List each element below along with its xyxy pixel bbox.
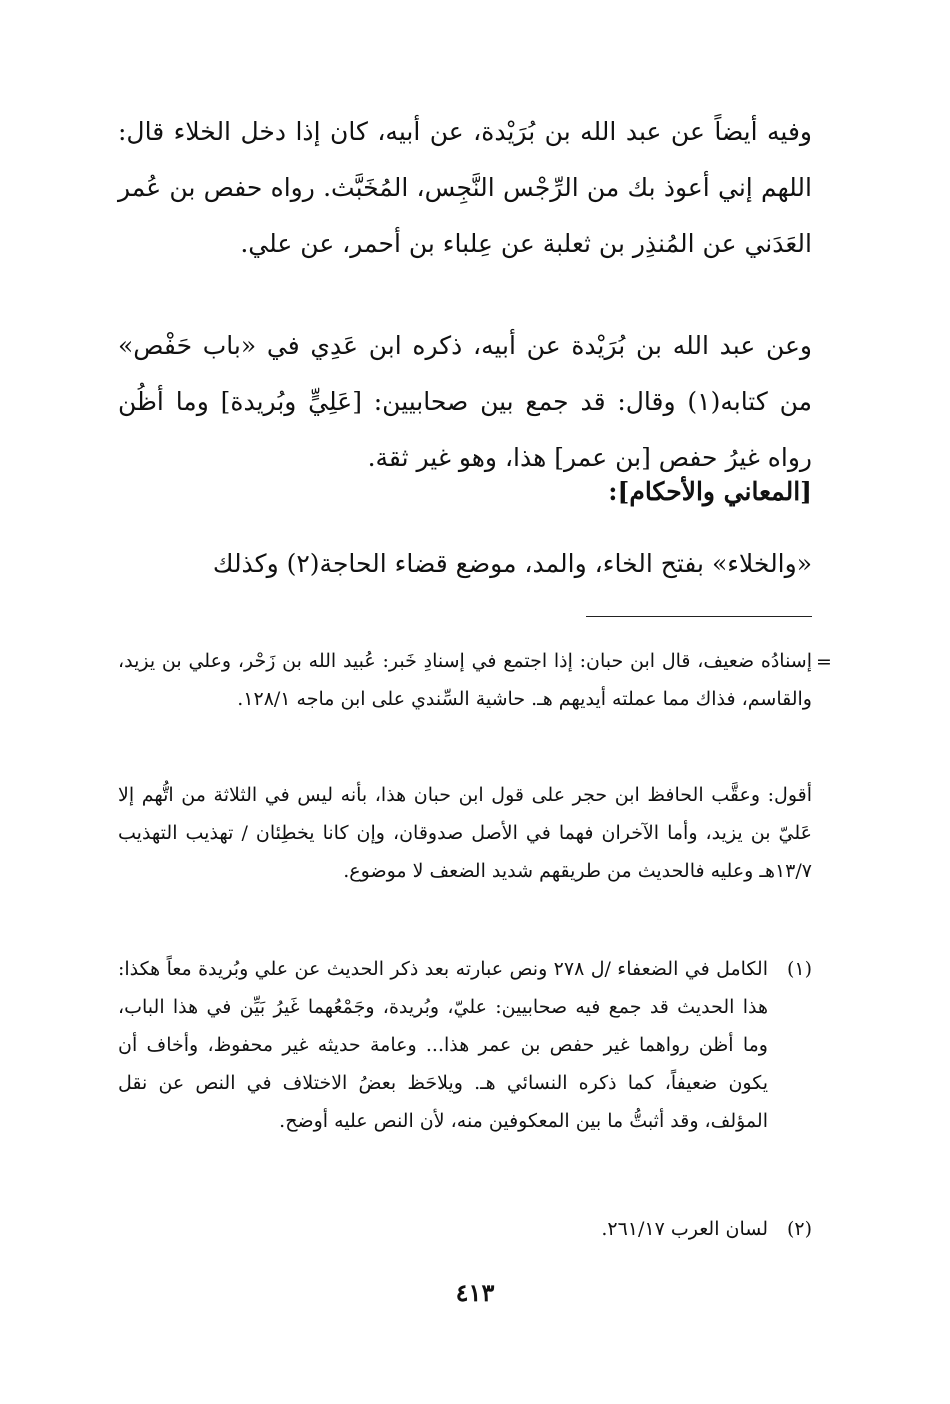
- footnote-aqul-paragraph: أقول: وعقَّب الحافظ ابن حجر على قول ابن حبان هذا، بأنه ليس في الثلاثة من اتُّهم إلا عَليّ بن يزيد، وأما الآخران فهما في الأصل صدوقان، وإن كانا يخطِئان / تهذيب التهذيب ١٣/٧هـ وعليه فالحديث من طريقهم شديد الضعف لا موضوع.: [118, 784, 812, 882]
- paragraph-ibn-adi: وعن عبد الله بن بُرَيْدة عن أبيه، ذكره ابن عَدِي في «باب حَفْص» من كتابه(١) وقال: قد جمع بين صحابيين: [عَلِيٍّ وبُريدة] وما أظُن رواه غيرُ حفص [بن عمر] هذا، وهو غير ثقة.: [118, 331, 812, 472]
- footnote-1-number: (١): [786, 958, 812, 980]
- footnote-2: [118, 1210, 812, 1248]
- footnote-continuation: إسنادُه ضعيف، قال ابن حبان: إذا اجتمع في إسنادِ خَبر: عُبيد الله بن زَحْر، وعلي بن يزيد، والقاسم، فذاك مما عملته أيديهم هـ. حاشية السِّندي على ابن ماجه ١٢٨/١.: [118, 650, 812, 710]
- footnote-2-text: لسان العرب ٢٦١/١٧.: [601, 1218, 768, 1240]
- page-number: ٤١٣: [455, 1278, 495, 1307]
- paragraph-buraidah-hadith: وفيه أيضاً عن عبد الله بن بُرَيْدة، عن أبيه، كان إذا دخل الخلاء قال: اللهم إني أعوذ بك من الرِّجْس النَّجِس، المُخَبَّث. رواه حفص بن عُمر العَدَني عن المُنذِر بن ثعلبة عن عِلباء بن أحمر، عن علي.: [118, 117, 812, 258]
- footnote-2-number: (٢): [786, 1218, 812, 1240]
- continuation-marker: =: [816, 651, 832, 673]
- footnote-1: [118, 950, 812, 1140]
- section-heading: [المعاني والأحكام]:: [608, 477, 812, 506]
- paragraph-khala-definition: «والخلاء» بفتح الخاء، والمد، موضع قضاء الحاجة(٢) وكذلك: [212, 549, 812, 578]
- footnote-1-text: الكامل في الضعفاء /ل ٢٧٨ ونص عبارته بعد ذكر الحديث عن علي وبُريدة معاً هكذا: هذا الحديث قد جمع فيه صحابيين: عليّ، وبُريدة، وجَمْعُهما غَيرُ بَيِّن في هذا الباب، وما أظن رواهما غير حفص بن عمر هذا... وعامة حديثه غير محفوظ، وأخاف أن يكون ضعيفاً، كما ذكره النسائي هـ. ويلاحَظ بعضُ الاختلاف في النص عن نقل المؤلف، وقد أثبتُّ ما بين المعكوفين منه، لأن النص عليه أوضح.: [118, 958, 768, 1132]
- footnote-separator: [586, 616, 812, 617]
